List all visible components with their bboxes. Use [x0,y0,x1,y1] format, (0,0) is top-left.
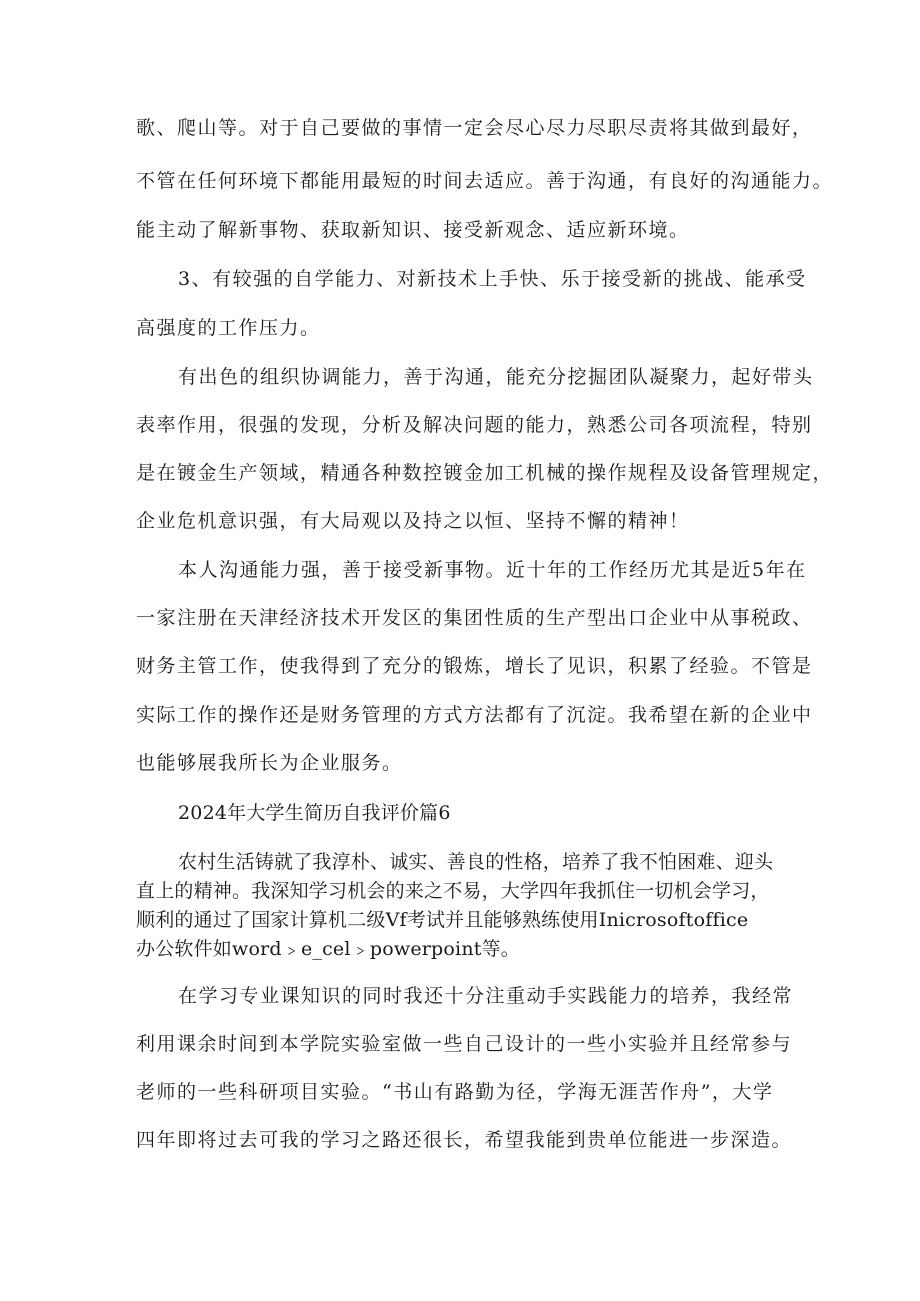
text-line: 利用课余时间到本学院实验室做一些自己设计的一些小实验并且经常参与 [136,1033,793,1055]
text-line: 办公软件如word﹥e_cel﹥powerpoint等。 [136,938,520,960]
text-line: 有出色的组织协调能力，善于沟通，能充分挖掘团队凝聚力，起好带头 [178,366,814,388]
section-heading: 2024年大学生简历自我评价篇6 [178,802,451,824]
text-line: 高强度的工作压力。 [136,317,321,339]
text-line: 企业危机意识强，有大局观以及持之以恒、坚持不懈的精神！ [136,510,690,532]
text-line: 实际工作的操作还是财务管理的方式方法都有了沉淀。我希望在新的企业中 [136,704,813,726]
text-line: 也能够展我所长为企业服务。 [136,752,403,774]
text-line: 一家注册在天津经济技术开发区的集团性质的生产型出口企业中从事税政、 [136,607,813,629]
text-line: 老师的一些科研项目实验。“书山有路勤为径，学海无涯苦作舟”，大学 [136,1081,774,1103]
text-line: 表率作用，很强的发现，分析及解决问题的能力，熟悉公司各项流程，特别 [136,414,813,436]
text-line: 本人沟通能力强，善于接受新事物。近十年的工作经历尤其是近5年在 [178,559,807,581]
text-line: 在学习专业课知识的同时我还十分注重动手实践能力的培养，我经常 [178,985,794,1007]
text-line: 3、有较强的自学能力、对新技术上手快、乐于接受新的挑战、能承受 [178,268,807,290]
text-line: 顺利的通过了国家计算机二级Vf考试并且能够熟练使用Inicrosoftoffice [136,909,749,931]
text-line: 是在镀金生产领域，精通各种数控镀金加工机械的操作规程及设备管理规定， [136,462,834,484]
text-line: 歌、爬山等。对于自己要做的事情一定会尽心尽力尽职尽责将其做到最好， [136,117,813,139]
text-line: 不管在任何环境下都能用最短的时间去适应。善于沟通，有良好的沟通能力。 [136,170,834,192]
text-line: 农村生活铸就了我淳朴、诚实、善良的性格，培养了我不怕困难、迎头 [178,851,774,873]
text-line: 直上的精神。我深知学习机会的来之不易，大学四年我抓住一切机会学习， [136,880,770,902]
text-line: 能主动了解新事物、获取新知识、接受新观念、适应新环境。 [136,219,690,241]
text-line: 财务主管工作，使我得到了充分的锻炼，增长了见识，积累了经验。不管是 [136,655,813,677]
text-line: 四年即将过去可我的学习之路还很长，希望我能到贵单位能进一步深造。 [136,1129,793,1151]
